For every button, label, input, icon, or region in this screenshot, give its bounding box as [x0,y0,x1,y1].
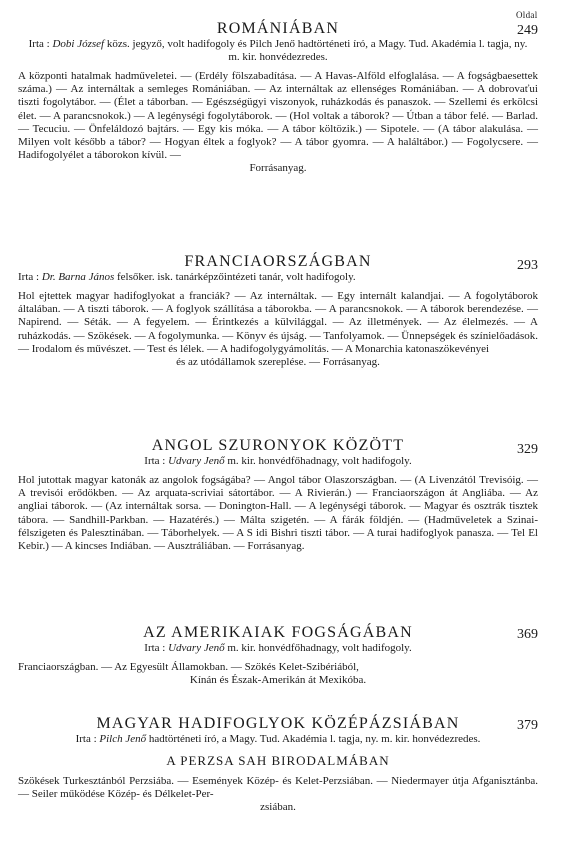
section-franciaorszagban [18,253,538,369]
section-author [18,455,538,468]
contents-end: Forrásanyag. [249,162,307,175]
section-contents [18,290,538,369]
contents-text: Hol ejtettek magyar hadifoglyokat a franciák? — Az internáltak. — Egy internált kalandjai. — A fogolytáborok általában. — A tiszti táborok. — A foglyok szállítása a táborokba. — A parancsnokok. — A táborok berendezése. — Napirend. — Séták. — A fegyelem. — Érintkezés a külvilággal. — Az illetmények. — Az élelmezés. — A ruházkodás. — Szökések. — A fogolymunka. — Könyv és újság. — Tanfolyamok. — Ünnepségek és színielőadások. — Irodalom és művészet. — Test és lélek. — A hadifogolygyámolítás. — A Monarchia katonaszökevényei [18,290,538,355]
section-page-number: 369 [517,627,538,642]
contents-text: Szökések Turkesztánból Perzsiába. — Események Közép- és Kelet-Perzsiában. — Niedermayer útja Afganisztánba. — Seiler működése Közép- és Délkelet-Per- [18,775,538,801]
section-contents [18,775,538,815]
page-column-label: Oldal [516,10,538,20]
author-name: Dobi József [52,38,105,50]
contents-end: Kínán és Észak-Amerikán át Mexikóba. [189,674,367,687]
section-kozepazsiaban [18,715,538,815]
author-prefix: Irta : [18,271,42,283]
author-details: hadtörténeti író, a Magy. Tud. Akadémia l. tagja, ny. m. kir. honvédezredes. [146,733,481,745]
section-contents [18,70,538,176]
section-author [18,38,538,64]
author-details: m. kir. honvédfőhadnagy, volt hadifogoly. [224,642,412,654]
contents-text: Franciaországban. — Az Egyesült Államokban. — Szökés Kelet-Szibériából, [18,661,359,673]
section-author [18,271,538,284]
section-author [18,733,538,746]
section-title: FRANCIAORSZÁGBAN [184,253,372,270]
section-amerikaiak [18,624,538,687]
section-page-number: 293 [517,258,538,273]
contents-text: Hol jutottak magyar katonák az angolok fogságába? — Angol tábor Olaszországban. — (A Livenzától Trevisóig. — A trevisói erődökben. — Az arquata-scriviai sátortábor. — A Rivierán.) — Franciaországon át Angliába. — Az angliai táborok. — (Az internáltak sorsa. — Donington-Hall. — A legénységi táborok. — Magyar és osztrák tisztek tábora. — Sandhill-Parkban. — Hazatérés.) — Málta szigetén. — A fárák földjén. — (Hadműveletek a Szinai-félszigeten és Palesztinában. — Táborhelyek. — A S idi Bishri tiszti tábor. — A turai hadifoglyok panasza. — Tel El Kebir.) — A kincses Indiában. — Ausztráliában. — Forrásanyag. [18,474,538,553]
section-author [18,642,538,655]
author-prefix: Irta : [144,455,169,467]
author-prefix: Irta : [75,733,100,745]
section-page-number: 379 [517,718,538,733]
section-title: ROMÁNIÁBAN [216,20,340,37]
author-name: Dr. Barna János [41,271,115,283]
author-name: Pilch Jenő [99,733,147,745]
contents-end: és az utódállamok szereplése. — Forrásanyag. [176,356,380,369]
section-angol-szuronyok [18,437,538,553]
author-details: m. kir. honvédfőhadnagy, volt hadifogoly. [224,455,412,467]
author-details: közs. jegyző, volt hadifogoly és Pilch Jenő hadtörténeti író, a Magy. Tud. Akadémia l. tagja, ny. m. kir. honvédezredes. [104,38,528,63]
author-details: felsőker. isk. tanárképzőintézeti tanár, volt hadifogoly. [114,271,356,283]
section-contents [18,661,538,687]
author-prefix: Irta : [28,38,53,50]
contents-text: A központi hatalmak hadműveletei. — (Erdély fölszabadítása. — A Havas-Alföld elfoglalása. — A fogságbaesettek száma.) — Az internáltak a semleges Romániában. — Az internáltak az ellenséges Romániában. — A dobrovaťui tiszti fogolytábor. — (Élet a táborban. — Egészségügyi viszonyok, ruházkodás és panaszok. — Szellemi és erkölcsi élet. — A parancsnokok.) — A legénységi fogolytáborok. — (Hol voltak a táborok? — Útban a tábor felé. — Barlad. — Tecuciu. — Önfeláldozó bajtárs. — Egy kis móka. — A tábor költözik.) — Sipotele. — (A tábor alakulása. — Milyen volt később a tábor? — Hogyan éltek a foglyok? — A tábor gyomra. — A haláltábor.) — Fogolycsere. — Hadifogolyélet a táborokon kívül. — [18,70,538,162]
section-title: MAGYAR HADIFOGLYOK KÖZÉPÁZSIÁBAN [96,715,460,732]
section-page-number: 329 [517,442,538,457]
section-subtitle: A PERZSA SAH BIRODALMÁBAN [166,753,390,768]
author-name: Udvary Jenő [168,455,225,467]
section-romaniaban [18,20,538,176]
contents-end: zsiában. [260,801,296,814]
section-title: AZ AMERIKAIAK FOGSÁGÁBAN [143,624,413,641]
section-contents [18,474,538,553]
author-prefix: Irta : [144,642,169,654]
section-page-number: 249 [517,23,538,38]
author-name: Udvary Jenő [168,642,225,654]
section-title: ANGOL SZURONYOK KÖZÖTT [151,437,405,454]
